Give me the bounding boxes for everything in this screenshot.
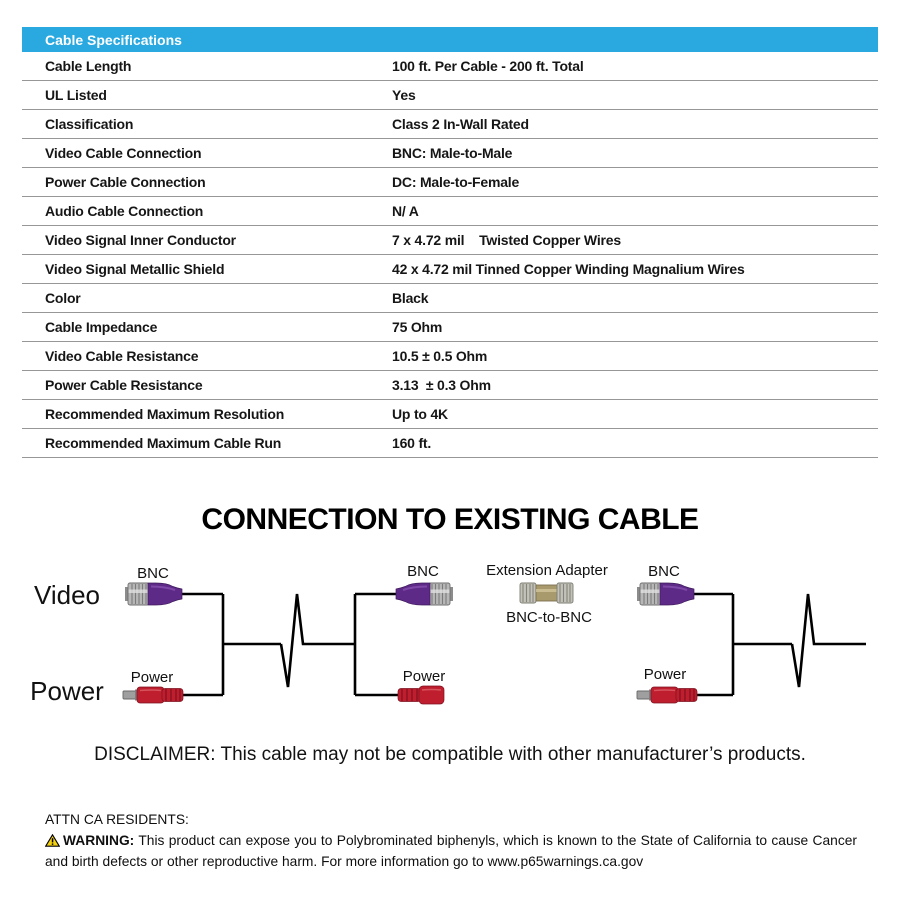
power-label-left: Power [130,669,174,686]
attn-ca-line: ATTN CA RESIDENTS: [45,812,189,827]
table-row [22,255,878,284]
row-label: Video Cable Connection [45,145,202,161]
wire-right-group [694,594,792,695]
row-label: Power Cable Connection [45,174,206,190]
bnc-label-mid: BNC [407,563,439,580]
row-value: Yes [392,87,416,103]
bnc-connector-icon [637,583,694,605]
bnc-connector-icon [125,583,182,605]
row-value: Black [392,290,429,306]
extension-adapter-icon [520,583,573,603]
cable-break-right [792,594,866,687]
row-value: 10.5 ± 0.5 Ohm [392,348,488,364]
table-row [22,197,878,226]
row-label: UL Listed [45,87,107,103]
row-value: 3.13 ± 0.3 Ohm [392,377,491,393]
table-header-bar [22,27,878,52]
table-row [22,429,878,458]
power-row-label: Power [30,676,104,706]
row-label: Color [45,290,81,306]
row-label: Power Cable Resistance [45,377,203,393]
power-connector-icon [123,687,183,703]
diagram-heading: CONNECTION TO EXISTING CABLE [201,503,699,536]
row-value: 75 Ohm [392,319,443,335]
row-label: Cable Length [45,58,132,74]
bnc-label-left: BNC [137,565,169,582]
row-value: Class 2 In-Wall Rated [392,116,529,132]
wire-left-group [182,594,281,695]
disclaimer-text: DISCLAIMER: This cable may not be compatible with other manufacturer’s products. [94,744,806,765]
row-value: 7 x 4.72 mil Twisted Copper Wires [392,232,621,248]
warning-triangle-icon [45,834,60,847]
table-row [22,371,878,400]
row-label: Classification [45,116,134,132]
power-label-right: Power [643,666,687,683]
table-row [22,168,878,197]
row-label: Video Signal Inner Conductor [45,232,236,248]
table-row [22,400,878,429]
ca-residents-block [45,809,857,872]
table-row [22,139,878,168]
row-label: Video Cable Resistance [45,348,199,364]
connection-diagram [0,545,900,725]
bnc-connector-icon [396,583,453,605]
row-value: 42 x 4.72 mil Tinned Copper Winding Magnalium Wires [392,261,745,277]
video-row-label: Video [33,580,101,610]
power-label-mid: Power [402,668,446,685]
row-value: BNC: Male-to-Male [392,145,513,161]
adapter-title-label: Extension Adapter [486,562,608,579]
bnc-label-right: BNC [648,563,680,580]
table-title: Cable Specifications [45,31,182,48]
adapter-sub-label: BNC-to-BNC [506,609,592,626]
warning-text: This product can expose you to Polybrominated biphenyls, which is known to the State of California to cause Cancer and birth defects or other reproductive harm. For more information go to www.p65warnings.ca.gov [45,833,857,869]
table-row [22,313,878,342]
row-label: Recommended Maximum Cable Run [45,435,282,451]
cable-break-left [281,594,355,687]
wire-mid-group [355,594,399,695]
table-row [22,52,878,81]
prop65-warning [45,830,857,872]
table-row [22,342,878,371]
warning-label: WARNING: [63,833,135,848]
table-row [22,226,878,255]
table-row [22,81,878,110]
row-value: N/ A [392,203,419,219]
row-value: Up to 4K [392,406,448,422]
row-value: 100 ft. Per Cable - 200 ft. Total [392,58,584,74]
power-jack-icon [398,686,444,704]
table-row [22,110,878,139]
row-value: DC: Male-to-Female [392,174,520,190]
row-label: Video Signal Metallic Shield [45,261,225,277]
row-label: Cable Impedance [45,319,158,335]
power-connector-icon [637,687,697,703]
table-row [22,284,878,313]
cable-spec-table [22,27,878,458]
row-label: Audio Cable Connection [45,203,204,219]
row-label: Recommended Maximum Resolution [45,406,285,422]
row-value: 160 ft. [392,435,432,451]
